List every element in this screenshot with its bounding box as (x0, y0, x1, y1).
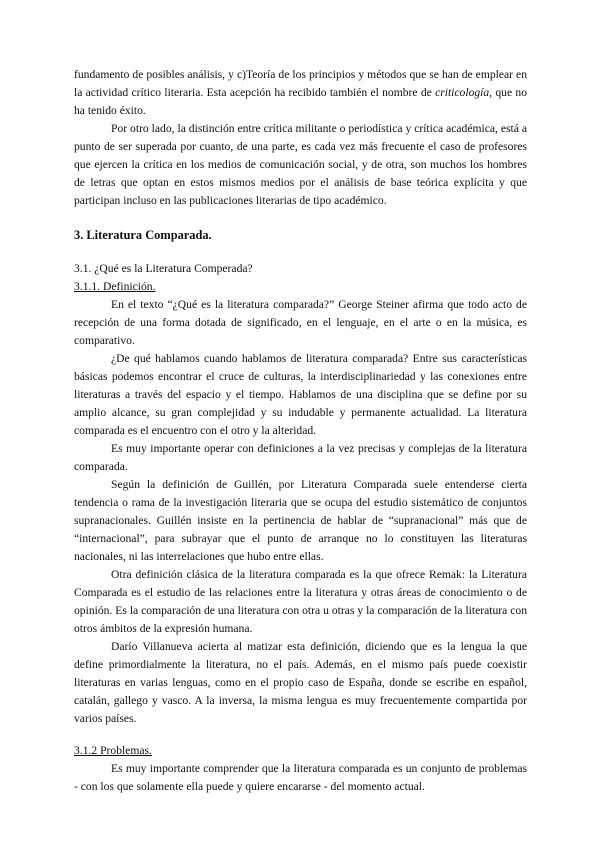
subheading-3-1-2: 3.1.2 Problemas. (74, 744, 152, 757)
paragraph-steiner: En el texto “¿Qué es la literatura comparada?” George Steiner afirma que todo acto de recepción de una forma dotada de significado, en el lenguaje, en el arte o en la música, es comparativo. (74, 298, 527, 347)
paragraph-caracteristicas: ¿De qué hablamos cuando hablamos de literatura comparada? Entre sus características básicas podemos encontrar el cruce de culturas, la interdisciplinariedad y las conexiones entre literaturas a través del espacio y el tiempo. Hablamos de una disciplina que se define por su amplio alcance, su gran complejidad y su indudable y permanente actualidad. La literatura comparada es el encuentro con el otro y la alteridad. (74, 352, 527, 437)
paragraph-text: , que no ha tenido éxito. (74, 86, 528, 117)
paragraph-criticologia (74, 66, 527, 120)
section-heading: 3. Literatura Comparada. (74, 228, 212, 242)
paragraph-guillen: Según la definición de Guillén, por Literatura Comparada suele entenderse cierta tendencia o rama de la investigación literaria que se ocupa del estudio sistemático de conjuntos supranacionales. Guillén insiste en la pertinencia de hablar de “supranacional” más que de “internacional”, para subrayar que el punto de arranque no lo constituyen las literaturas nacionales, ni las interrelaciones que hubo entre ellas. (74, 478, 527, 563)
paragraph-definiciones: Es muy importante operar con definiciones a la vez precisas y complejas de la literatura comparada. (74, 442, 527, 473)
paragraph-villanueva: Darío Villanueva acierta al matizar esta definición, diciendo que es la lengua la que define primordialmente la literatura, no el país. Además, en el mismo país puede coexistir literaturas en varias lenguas, como en el propio caso de España, donde se escribe en español, catalán, gallego y vasco. A la inversa, la misma lengua es muy frecuentemente compartida por varios países. (74, 640, 527, 725)
subheading-3-1-1: 3.1.1. Definición. (74, 280, 156, 293)
paragraph-problemas: Es muy importante comprender que la literatura comparada es un conjunto de problemas - con los que solamente ella puede y quiere encararse - del momento actual. (74, 762, 527, 793)
paragraph-critica-militante: Por otro lado, la distinción entre crítica militante o periodística y crítica académica, está a punto de ser superada por cuanto, de una parte, es cada vez más frecuente el caso de profesores que ejercen la crítica en los medios de comunicación social, y de otra, son muchos los hombres de letras que optan en estos mismos medios por el análisis de base teórica explícita y que participan incluso en las publicaciones literarias de tipo académico. (74, 122, 527, 207)
emphasis-term: criticología (435, 86, 490, 99)
paragraph-remak: Otra definición clásica de la literatura comparada es la que ofrece Remak: la Literatura Comparada es el estudio de las relaciones entre la literatura y otras áreas de conocimiento o de opinión. Es la comparación de una literatura con otra u otras y la comparación de la literatura con otros ámbitos de la expresión humana. (74, 568, 527, 635)
paragraph-text: fundamento de posibles análisis, y c)Teoría de los principios y métodos que se han de emplear en la actividad crítico literaria. Esta acepción ha recibido también el nombre de (74, 68, 527, 99)
subheading-3-1: 3.1. ¿Qué es la Literatura Comperada? (74, 262, 253, 275)
